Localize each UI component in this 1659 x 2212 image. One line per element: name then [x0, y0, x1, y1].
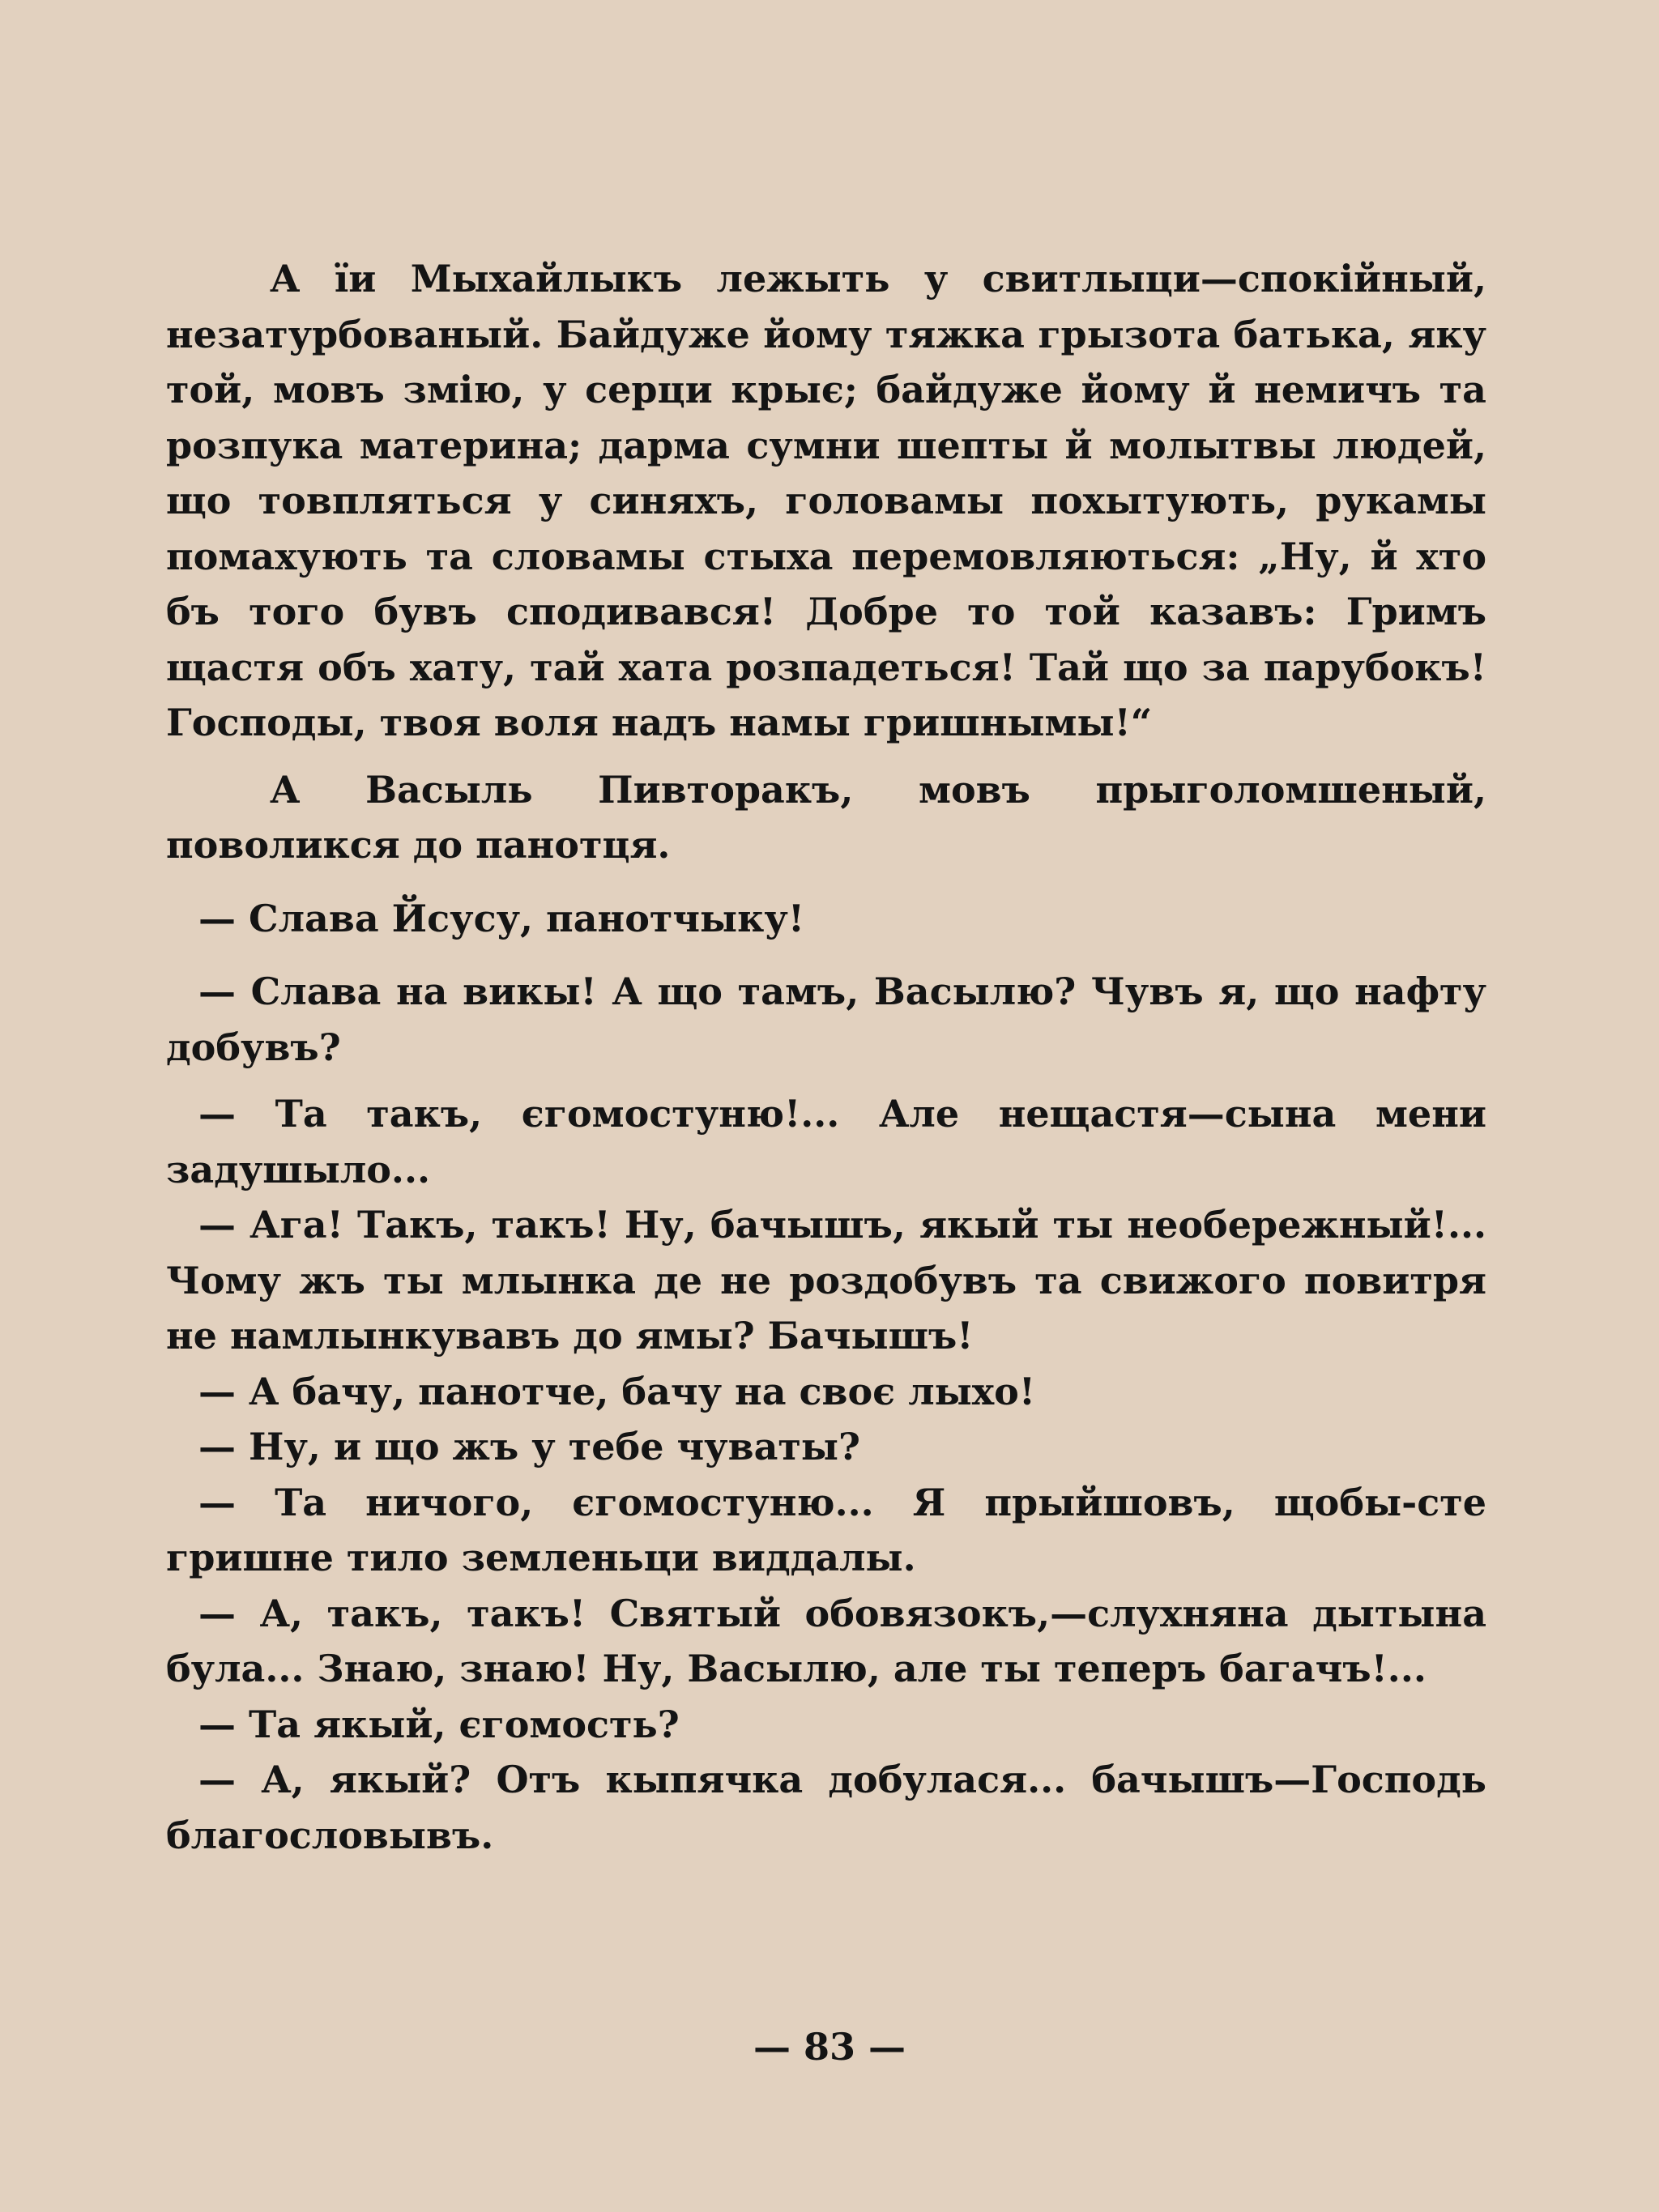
paragraph-narration: А їи Мыхайлыкъ лежыть у свитлыци—спокійный, незатурбованый. Байдуже йому тяжка грызота батька, яку той, мовъ змію, у серци крыє; байдуже йому й немичъ та розпука материна; дарма сумни шепты й молытвы людей, що товпляться у синяхъ, головамы похытують, рукамы помахують та словамы стыха перемовляються: „Ну, й хто бъ того бувъ сподивався! Добре то той казавъ: Гримъ щастя объ хату, тай хата розпадеться! Тай що за парубокъ! Господы, твоя воля надъ намы гришнымы!“	[166, 257, 1486, 744]
paragraph-narration: А Васыль Пивторакъ, мовъ прыголомшеный, поволикся до панотця.	[166, 767, 1486, 867]
dialogue-line: — Ну, и що жъ у тебе чуваты?	[198, 1425, 860, 1468]
dialogue-line: — Та ничого, єгомостуню... Я прыйшовъ, щобы-сте гришне тило земленьци виддалы.	[166, 1480, 1486, 1579]
dialogue-line: — Слава на викы! А що тамъ, Васылю? Чувъ я, що нафту добувъ?	[166, 970, 1486, 1069]
dialogue-line: — Та такъ, єгомостуню!... Але нещастя—сына мени задушыло...	[166, 1092, 1486, 1191]
dialogue-line: — А, якый? Отъ кыпячка добулася... бачышъ—Господь благословывъ.	[166, 1758, 1486, 1857]
dialogue-line: — А, такъ, такъ! Святый обовязокъ,—слухняна дытына була... Знаю, знаю! Ну, Васылю, але ты теперъ багачъ!...	[166, 1591, 1486, 1690]
page-number: — 83 —	[753, 2025, 906, 2069]
page-body	[166, 251, 1486, 1863]
dialogue-line: — А бачу, панотче, бачу на своє лыхо!	[198, 1369, 1036, 1413]
dialogue-line: — Ага! Такъ, такъ! Ну, бачышъ, якый ты необережный!... Чому жъ ты млынка де не роздобувъ та свижого повитря не намлынкувавъ до ямы? Бачышъ!	[166, 1203, 1486, 1357]
dialogue-line: — Слава Йсусу, панотчыку!	[198, 896, 805, 940]
dialogue-line: — Та якый, єгомость?	[198, 1702, 680, 1746]
